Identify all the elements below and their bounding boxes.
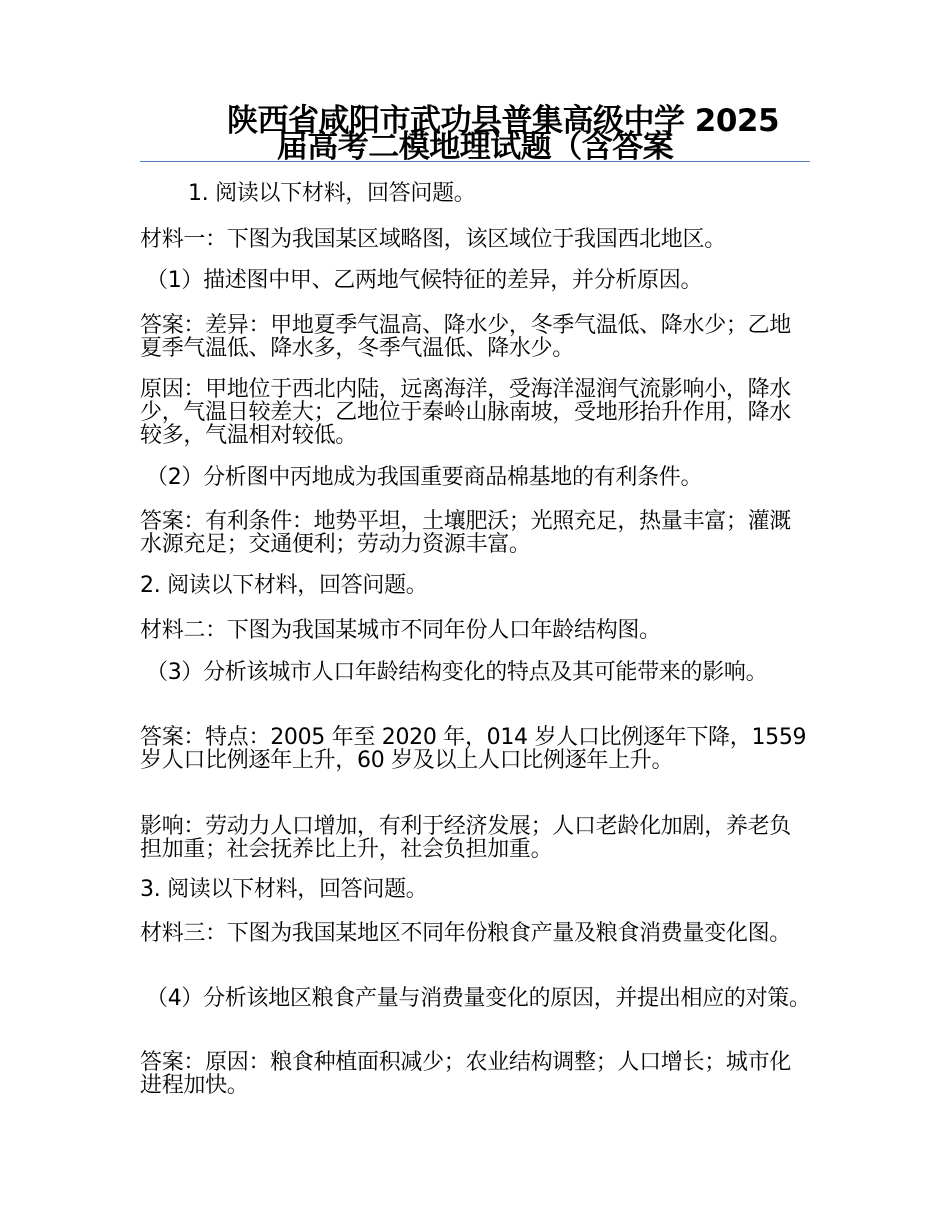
- document-title: [140, 104, 810, 164]
- answer-4: 答案：原因：粮食种植面积减少；农业结构调整；人口增长；城市化进程加快。: [140, 1050, 792, 1098]
- question-3-heading: 3. 阅读以下材料，回答问题。: [140, 877, 428, 902]
- answer-1: 答案：差异：甲地夏季气温高、降水少，冬季气温低、降水少；乙地夏季气温低、降水多，冬季气温低、降水少。: [140, 313, 792, 361]
- sub-question-4: （4）分析该地区粮食产量与消费量变化的原因，并提出相应的对策。: [146, 986, 811, 1011]
- answer-3: 答案：特点：2005 年至 2020 年，014 岁人口比例逐年下降，1559 岁人口比例逐年上升，60 岁及以上人口比例逐年上升。: [140, 725, 807, 773]
- answer-2: 答案：有利条件：地势平坦，土壤肥沃；光照充足，热量丰富；灌溉水源充足；交通便利；劳动力资源丰富。: [140, 509, 792, 557]
- material-1: 材料一：下图为我国某区域略图，该区域位于我国西北地区。: [140, 227, 726, 252]
- sub-question-2: （2）分析图中丙地成为我国重要商品棉基地的有利条件。: [146, 465, 703, 490]
- sub-question-3: （3）分析该城市人口年龄结构变化的特点及其可能带来的影响。: [146, 660, 768, 685]
- answer-1-reason: 原因：甲地位于西北内陆，远离海洋，受海洋湿润气流影响小，降水少，气温日较差大；乙地位于秦岭山脉南坡，受地形抬升作用，降水较多，气温相对较低。: [140, 377, 792, 448]
- answer-3-impact: 影响：劳动力人口增加，有利于经济发展；人口老龄化加剧，养老负担加重；社会抚养比上升，社会负担加重。: [140, 814, 792, 862]
- question-1-heading: 1. 阅读以下材料，回答问题。: [188, 181, 476, 206]
- material-2: 材料二：下图为我国某城市不同年份人口年龄结构图。: [140, 618, 661, 643]
- question-2-heading: 2. 阅读以下材料，回答问题。: [140, 573, 428, 598]
- material-3: 材料三：下图为我国某地区不同年份粮食产量及粮食消费量变化图。: [140, 921, 792, 946]
- title-line-1: 陕西省咸阳市武功县普集高级中学 2025: [226, 103, 780, 139]
- sub-question-1: （1）描述图中甲、乙两地气候特征的差异，并分析原因。: [146, 268, 703, 293]
- title-line-2: 届高考二模地理试题（含答案: [276, 129, 674, 165]
- title-underline: [140, 161, 810, 162]
